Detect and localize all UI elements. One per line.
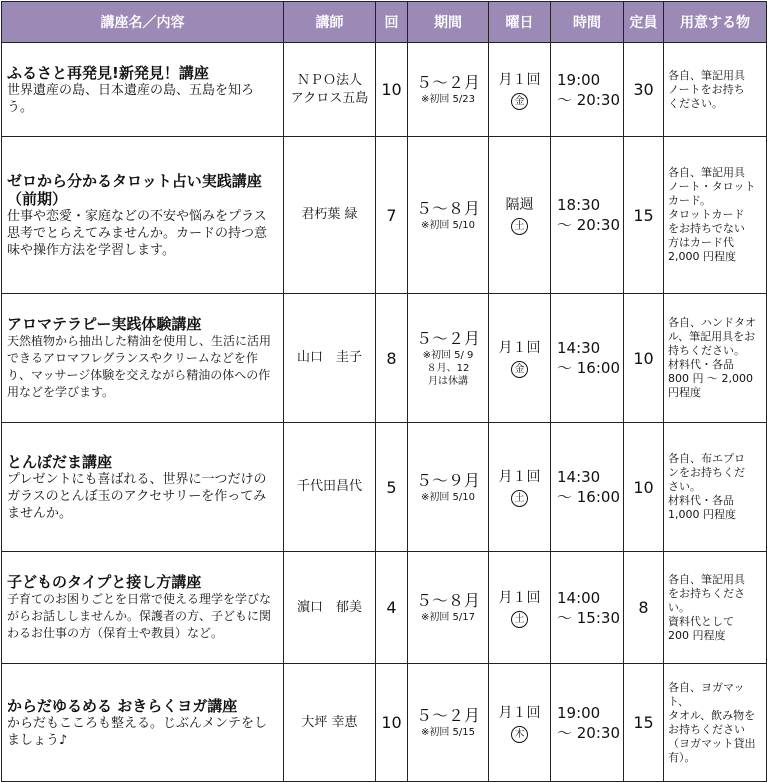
period-cell xyxy=(408,137,489,294)
period-cell xyxy=(408,423,489,552)
bring-line: 200 円程度 xyxy=(668,628,726,642)
header-row xyxy=(2,2,767,43)
session-count: 7 xyxy=(376,137,408,294)
bring-line: （ヨガマット貸出 xyxy=(668,736,756,750)
bring-line: ノートをお持ち xyxy=(668,82,745,96)
bring-cell xyxy=(664,137,767,294)
time-end: ～ 20:30 xyxy=(557,90,620,109)
period-note-line3: 月は休講 xyxy=(428,375,468,387)
bring-line: カード。 xyxy=(668,194,712,207)
course-table xyxy=(1,1,767,782)
header-course: 講座名／内容 xyxy=(2,2,284,43)
header-bring: 用意する物 xyxy=(664,2,767,43)
course-description: からだもこころも整える。じぶんメンテをしましょう♪ xyxy=(7,715,268,748)
period-note: ※初回 5/10 xyxy=(420,219,475,231)
session-count: 8 xyxy=(376,294,408,423)
time-start: 14:30 xyxy=(557,468,601,486)
bring-cell xyxy=(664,43,767,137)
weekday-badge: 土 xyxy=(511,611,528,628)
table-row xyxy=(2,137,767,294)
day-cell xyxy=(489,552,551,664)
bring-line: 800 円 ～ 2,000 xyxy=(668,372,753,385)
bring-line: をお持ちでない xyxy=(668,222,745,235)
bring-line: ンをお持ちくだ xyxy=(668,466,745,479)
course-description: 子育てのお困りごとを日常で使える理学を学びながらお話ししませんか。保護者の方、子どもに関わるお仕事の方（保育士や教員）など。 xyxy=(7,592,272,640)
day-cell xyxy=(489,423,551,552)
period-note-line2: ８月、12 xyxy=(426,362,470,374)
time-end: ～ 16:00 xyxy=(557,359,620,377)
day-cell xyxy=(489,664,551,782)
day-frequency: 月１回 xyxy=(498,340,541,356)
header-period: 期間 xyxy=(408,2,489,43)
bring-line: 材料代・各品 xyxy=(668,494,734,507)
session-count: 4 xyxy=(376,552,408,664)
session-count: 10 xyxy=(376,664,408,782)
period-cell xyxy=(408,294,489,423)
day-cell xyxy=(489,137,551,294)
bring-line: 各自、布エプロ xyxy=(668,452,745,465)
period-cell xyxy=(408,552,489,664)
course-title: 子どものタイプと接し方講座 xyxy=(7,573,202,591)
time-cell xyxy=(551,423,624,552)
bring-line: 1,000 円程度 xyxy=(668,508,736,521)
bring-line: お持ちください xyxy=(668,722,745,736)
course-description: 仕事や恋愛・家庭などの不安や悩みをプラス思考でとらえてみませんか。カードの持つ意味や操作方法を学習します。 xyxy=(7,208,268,258)
instructor-name: 君朽葉 緑 xyxy=(301,207,358,222)
time-start: 18:30 xyxy=(557,196,601,214)
capacity-cell: 30 xyxy=(624,43,664,137)
period-note: ※初回 5/23 xyxy=(420,94,475,105)
instructor-cell xyxy=(284,423,376,552)
table-row xyxy=(2,552,767,664)
bring-line: タロットカード xyxy=(668,208,745,221)
bring-line: タオル、飲み物を xyxy=(668,708,756,722)
capacity-cell: 10 xyxy=(624,423,664,552)
instructor-name-line2: アクロス五島 xyxy=(290,90,369,106)
table-row xyxy=(2,294,767,423)
period-note: ※初回 5/17 xyxy=(420,612,475,623)
bring-line: さい。 xyxy=(668,480,701,493)
period-range: ５～８月 xyxy=(415,591,480,610)
instructor-cell xyxy=(284,294,376,423)
time-end: ～ 16:00 xyxy=(557,488,620,506)
time-cell xyxy=(551,664,624,782)
course-cell xyxy=(2,552,284,664)
period-cell xyxy=(408,664,489,782)
time-cell xyxy=(551,137,624,294)
course-title: からだゆるめる おきらくヨガ講座 xyxy=(7,696,238,715)
weekday-badge: 金 xyxy=(511,93,528,110)
period-cell xyxy=(408,43,489,137)
course-description: 天然植物から抽出した精油を使用し、生活に活用できるアロマフレグランスやクリームなどを作り、マッサージ体験を交えながら精油の体への作用などを学びます。 xyxy=(7,334,272,399)
bring-line: 各自、筆記用具 xyxy=(668,68,745,82)
time-cell xyxy=(551,294,624,423)
day-frequency: 月１回 xyxy=(498,469,541,485)
capacity-cell: 8 xyxy=(624,552,664,664)
period-range: ５～８月 xyxy=(415,198,480,218)
instructor-cell xyxy=(284,664,376,782)
time-cell xyxy=(551,552,624,664)
course-cell xyxy=(2,664,284,782)
bring-line: 資料代として xyxy=(668,614,734,628)
capacity-cell: 15 xyxy=(624,137,664,294)
time-end: ～ 20:30 xyxy=(557,723,620,742)
period-note: ※初回 5/10 xyxy=(420,491,475,503)
bring-line: をお持ちください。 xyxy=(668,586,745,614)
time-cell xyxy=(551,43,624,137)
bring-line: 円程度 xyxy=(668,386,701,399)
instructor-name: 濵口 郁美 xyxy=(296,599,362,615)
course-cell xyxy=(2,43,284,137)
time-end: ～ 15:30 xyxy=(557,608,620,627)
day-frequency: 月１回 xyxy=(498,704,541,721)
bring-line: ください。 xyxy=(668,96,723,110)
course-description: プレゼントにも喜ばれる、世界に一つだけのガラスのとんぼ玉のアクセサリーを作ってみませんか。 xyxy=(7,471,267,521)
header-day: 曜日 xyxy=(489,2,551,43)
course-cell xyxy=(2,423,284,552)
bring-cell xyxy=(664,664,767,782)
bring-line: 持ちください。 xyxy=(668,344,745,357)
day-frequency: 月１回 xyxy=(498,71,541,88)
instructor-name: 大坪 幸恵 xyxy=(301,714,358,730)
day-cell xyxy=(489,43,551,137)
time-start: 14:30 xyxy=(557,339,601,357)
bring-line: 2,000 円程度 xyxy=(668,250,736,263)
course-cell xyxy=(2,137,284,294)
course-title: アロマテラピー実践体験講座 xyxy=(7,315,202,333)
instructor-name: ＮＰＯ法人 xyxy=(296,72,362,88)
time-start: 14:00 xyxy=(557,588,601,607)
capacity-cell: 10 xyxy=(624,294,664,423)
bring-line: 方はカード代 xyxy=(668,236,734,249)
session-count: 10 xyxy=(376,43,408,137)
period-range: ５～２月 xyxy=(415,73,480,92)
header-instructor: 講師 xyxy=(284,2,376,43)
bring-line: 各自、ヨガマット、 xyxy=(668,680,745,708)
instructor-name: 千代田昌代 xyxy=(296,479,362,494)
header-time: 時間 xyxy=(551,2,624,43)
instructor-cell xyxy=(284,552,376,664)
course-cell xyxy=(2,294,284,423)
bring-line: ル、筆記用具をお xyxy=(668,330,756,343)
bring-line: 各自、ハンドタオ xyxy=(668,316,756,329)
table-row xyxy=(2,664,767,782)
bring-line: 材料代・各品 xyxy=(668,358,734,371)
time-start: 19:00 xyxy=(557,703,601,722)
time-start: 19:00 xyxy=(557,70,601,89)
instructor-name: 山口 圭子 xyxy=(296,350,362,365)
period-note: ※初回 5/ 9 xyxy=(422,349,474,361)
bring-cell xyxy=(664,294,767,423)
bring-line: ノート・タロット xyxy=(668,180,756,193)
bring-line: 各自、筆記用具 xyxy=(668,572,745,586)
instructor-cell xyxy=(284,137,376,294)
bring-line: 有）。 xyxy=(668,750,696,764)
period-range: ５～９月 xyxy=(415,470,480,490)
time-end: ～ 20:30 xyxy=(557,216,620,234)
capacity-cell: 15 xyxy=(624,664,664,782)
header-capacity: 定員 xyxy=(624,2,664,43)
table-row xyxy=(2,43,767,137)
period-range: ５～２月 xyxy=(415,328,480,348)
bring-cell xyxy=(664,552,767,664)
day-frequency: 月１回 xyxy=(498,589,541,606)
session-count: 5 xyxy=(376,423,408,552)
header-count: 回 xyxy=(376,2,408,43)
course-title: ふるさと再発見!新発見！講座 xyxy=(7,63,209,82)
bring-cell xyxy=(664,423,767,552)
table-row xyxy=(2,423,767,552)
weekday-badge: 金 xyxy=(511,361,528,378)
course-title: ゼロから分かるタロット占い実践講座（前期） xyxy=(7,171,262,208)
weekday-badge: 土 xyxy=(511,490,528,507)
bring-line: 各自、筆記用具 xyxy=(668,166,745,179)
day-cell xyxy=(489,294,551,423)
course-description: 世界遺産の島、日本遺産の島、五島を知ろう。 xyxy=(7,82,255,115)
day-frequency: 隔週 xyxy=(505,197,534,213)
period-note: ※初回 5/15 xyxy=(420,727,475,738)
weekday-badge: 木 xyxy=(511,726,528,743)
period-range: ５～２月 xyxy=(415,706,480,725)
course-title: とんぼだま講座 xyxy=(7,452,113,471)
instructor-cell xyxy=(284,43,376,137)
weekday-badge: 土 xyxy=(511,218,528,235)
